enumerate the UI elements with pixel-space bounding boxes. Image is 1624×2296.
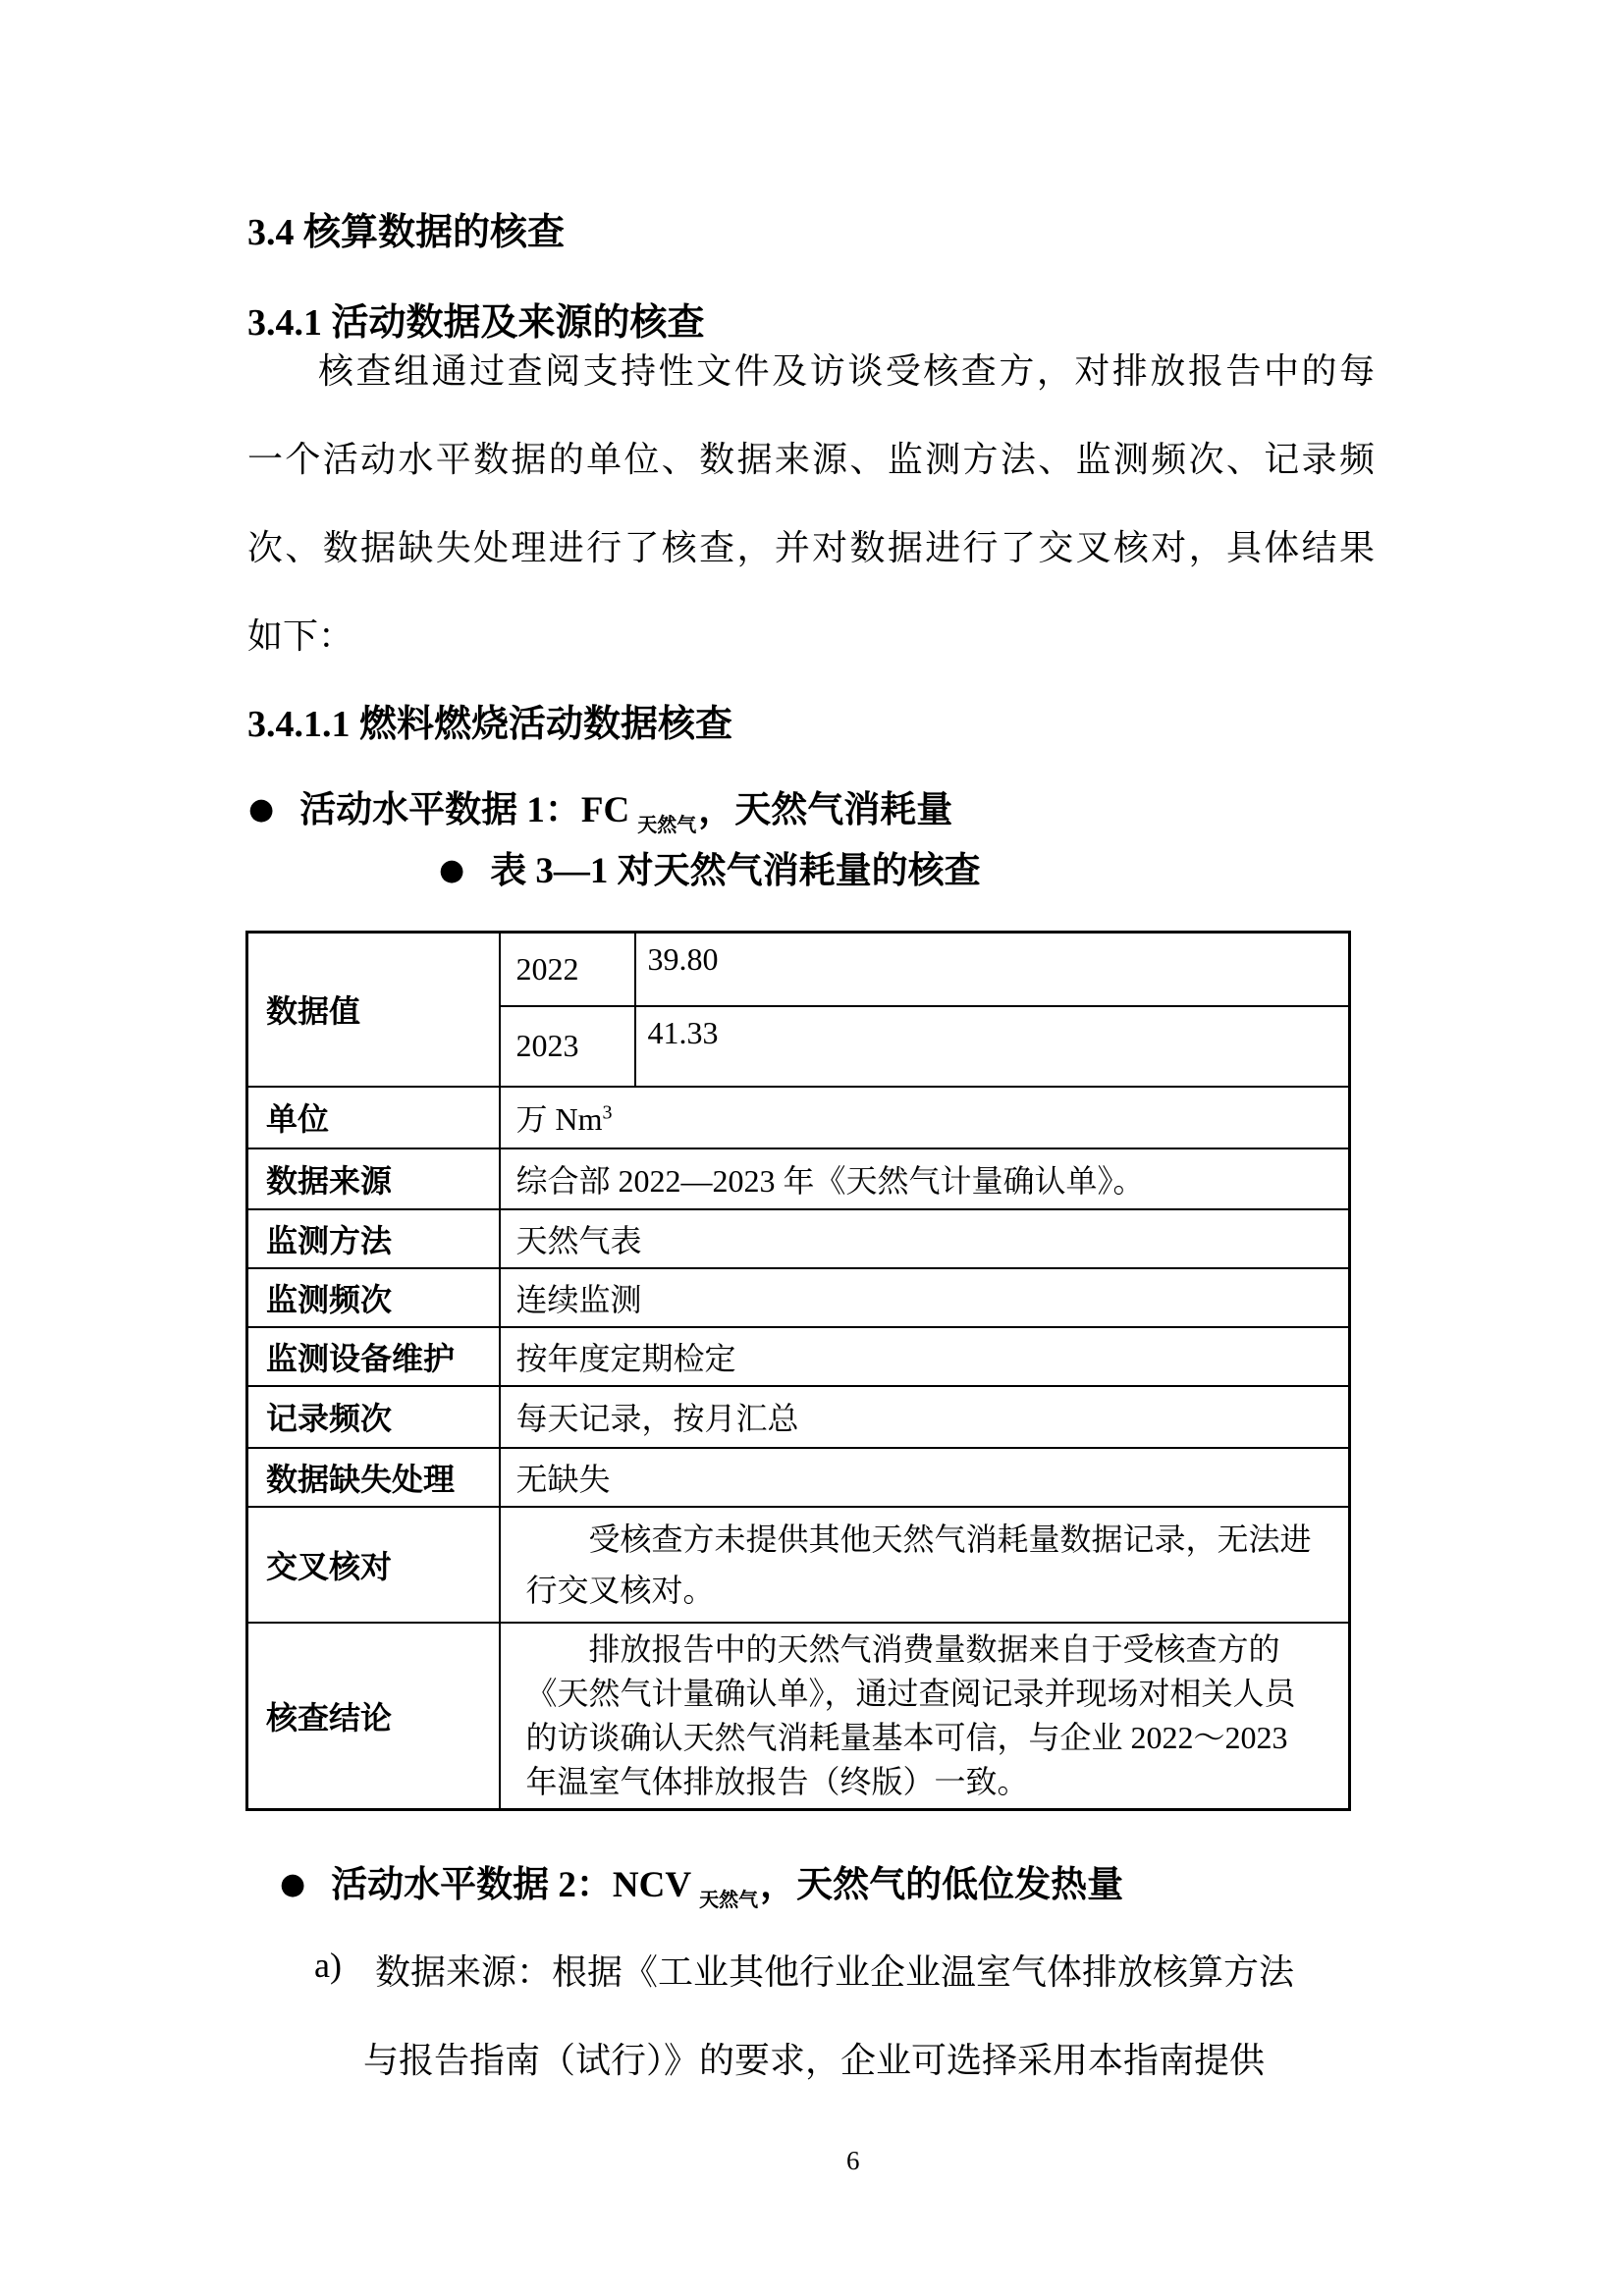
table-row xyxy=(247,933,1350,1006)
row-label-record-frequency: 记录频次 xyxy=(247,1386,500,1448)
bullet-item-suffix: ，天然气消耗量 xyxy=(698,790,953,830)
paragraph-line: 次、数据缺失处理进行了核查，并对数据进行了交叉核对，具体结果 xyxy=(247,528,1375,567)
unit-base: 万 Nm xyxy=(515,1101,603,1137)
row-label-conclusion: 核查结论 xyxy=(247,1623,500,1810)
paragraph-line: 一个活动水平数据的单位、数据来源、监测方法、监测频次、记录频 xyxy=(247,440,1375,479)
table-row xyxy=(247,1087,1350,1148)
row-label-data-source: 数据来源 xyxy=(247,1148,500,1209)
monitoring-method-cell: 天然气表 xyxy=(500,1209,1350,1268)
bullet-item-prefix: 活动水平数据 1：FC xyxy=(299,790,630,830)
bullet-item-activity-data-1 xyxy=(248,779,953,836)
bullet-icon: ● xyxy=(439,853,465,887)
table-row xyxy=(247,1148,1350,1209)
year-cell: 2023 xyxy=(500,1006,635,1087)
record-frequency-cell: 每天记录，按月汇总 xyxy=(500,1386,1350,1448)
value-cell-2023: 41.33 xyxy=(635,1006,1350,1087)
table-caption-text: 表 3—1 对天然气消耗量的核查 xyxy=(490,851,981,891)
equipment-maintenance-cell: 按年度定期检定 xyxy=(500,1327,1350,1386)
row-label-monitoring-frequency: 监测频次 xyxy=(247,1268,500,1327)
row-label-missing-data: 数据缺失处理 xyxy=(247,1448,500,1507)
bullet-item-suffix: ，天然气的低位发热量 xyxy=(760,1865,1124,1905)
gas-subscript: 天然气 xyxy=(699,1890,759,1911)
page-number: 6 xyxy=(846,2146,860,2175)
paragraph-line: 如下： xyxy=(247,616,354,656)
heading-3-4-1: 3.4.1 活动数据及来源的核查 xyxy=(247,302,705,344)
paragraph-line: 核查组通过查阅支持性文件及访谈受核查方，对排放报告中的每 xyxy=(318,351,1375,391)
bullet-icon: ● xyxy=(280,1867,306,1901)
bullet-item-activity-data-2 xyxy=(280,1854,1124,1911)
conclusion-cell: 排放报告中的天然气消费量数据来自于受核查方的《天然气计量确认单》，通过查阅记录并现场对相关人员的访谈确认天然气消耗量基本可信，与企业 2022～2023 年温室气体排放报告（终版）一致。 xyxy=(500,1623,1350,1810)
table-row xyxy=(247,1507,1350,1623)
table-row xyxy=(247,1386,1350,1448)
cross-check-cell: 受核查方未提供其他天然气消耗量数据记录，无法进行交叉核对。 xyxy=(500,1507,1350,1623)
data-source-cell: 综合部 2022—2023 年《天然气计量确认单》。 xyxy=(500,1148,1350,1209)
value-cell-2022: 39.80 xyxy=(635,933,1350,1006)
table-row xyxy=(247,1448,1350,1507)
bullet-item-text xyxy=(331,1854,1124,1911)
bullet-item-prefix: 活动水平数据 2：NCV xyxy=(331,1865,692,1905)
heading-3-4-1-1: 3.4.1.1 燃料燃烧活动数据核查 xyxy=(247,704,733,745)
row-label-cross-check: 交叉核对 xyxy=(247,1507,500,1623)
row-label-equipment-maintenance: 监测设备维护 xyxy=(247,1327,500,1386)
unit-value-cell xyxy=(500,1087,1350,1148)
table-row xyxy=(247,1623,1350,1810)
year-cell: 2022 xyxy=(500,933,635,1006)
unit-superscript: 3 xyxy=(602,1101,613,1124)
heading-3-4: 3.4 核算数据的核查 xyxy=(247,212,566,253)
list-item-a-line1: 数据来源：根据《工业其他行业企业温室气体排放核算方法 xyxy=(375,1952,1295,1992)
row-label-monitoring-method: 监测方法 xyxy=(247,1209,500,1268)
table-row xyxy=(247,1268,1350,1327)
missing-data-cell: 无缺失 xyxy=(500,1448,1350,1507)
gas-subscript: 天然气 xyxy=(637,815,697,836)
verification-table xyxy=(245,931,1351,1811)
row-label-data-value: 数据值 xyxy=(247,933,500,1087)
table-row xyxy=(247,1327,1350,1386)
list-item-a-line2: 与报告指南（试行）》的要求，企业可选择采用本指南提供 xyxy=(363,2041,1266,2080)
bullet-icon: ● xyxy=(248,792,275,827)
list-item-a-marker: a) xyxy=(314,1946,342,1985)
table-caption xyxy=(439,840,981,893)
table-row xyxy=(247,1209,1350,1268)
row-label-unit: 单位 xyxy=(247,1087,500,1148)
monitoring-frequency-cell: 连续监测 xyxy=(500,1268,1350,1327)
bullet-item-text xyxy=(299,779,953,836)
